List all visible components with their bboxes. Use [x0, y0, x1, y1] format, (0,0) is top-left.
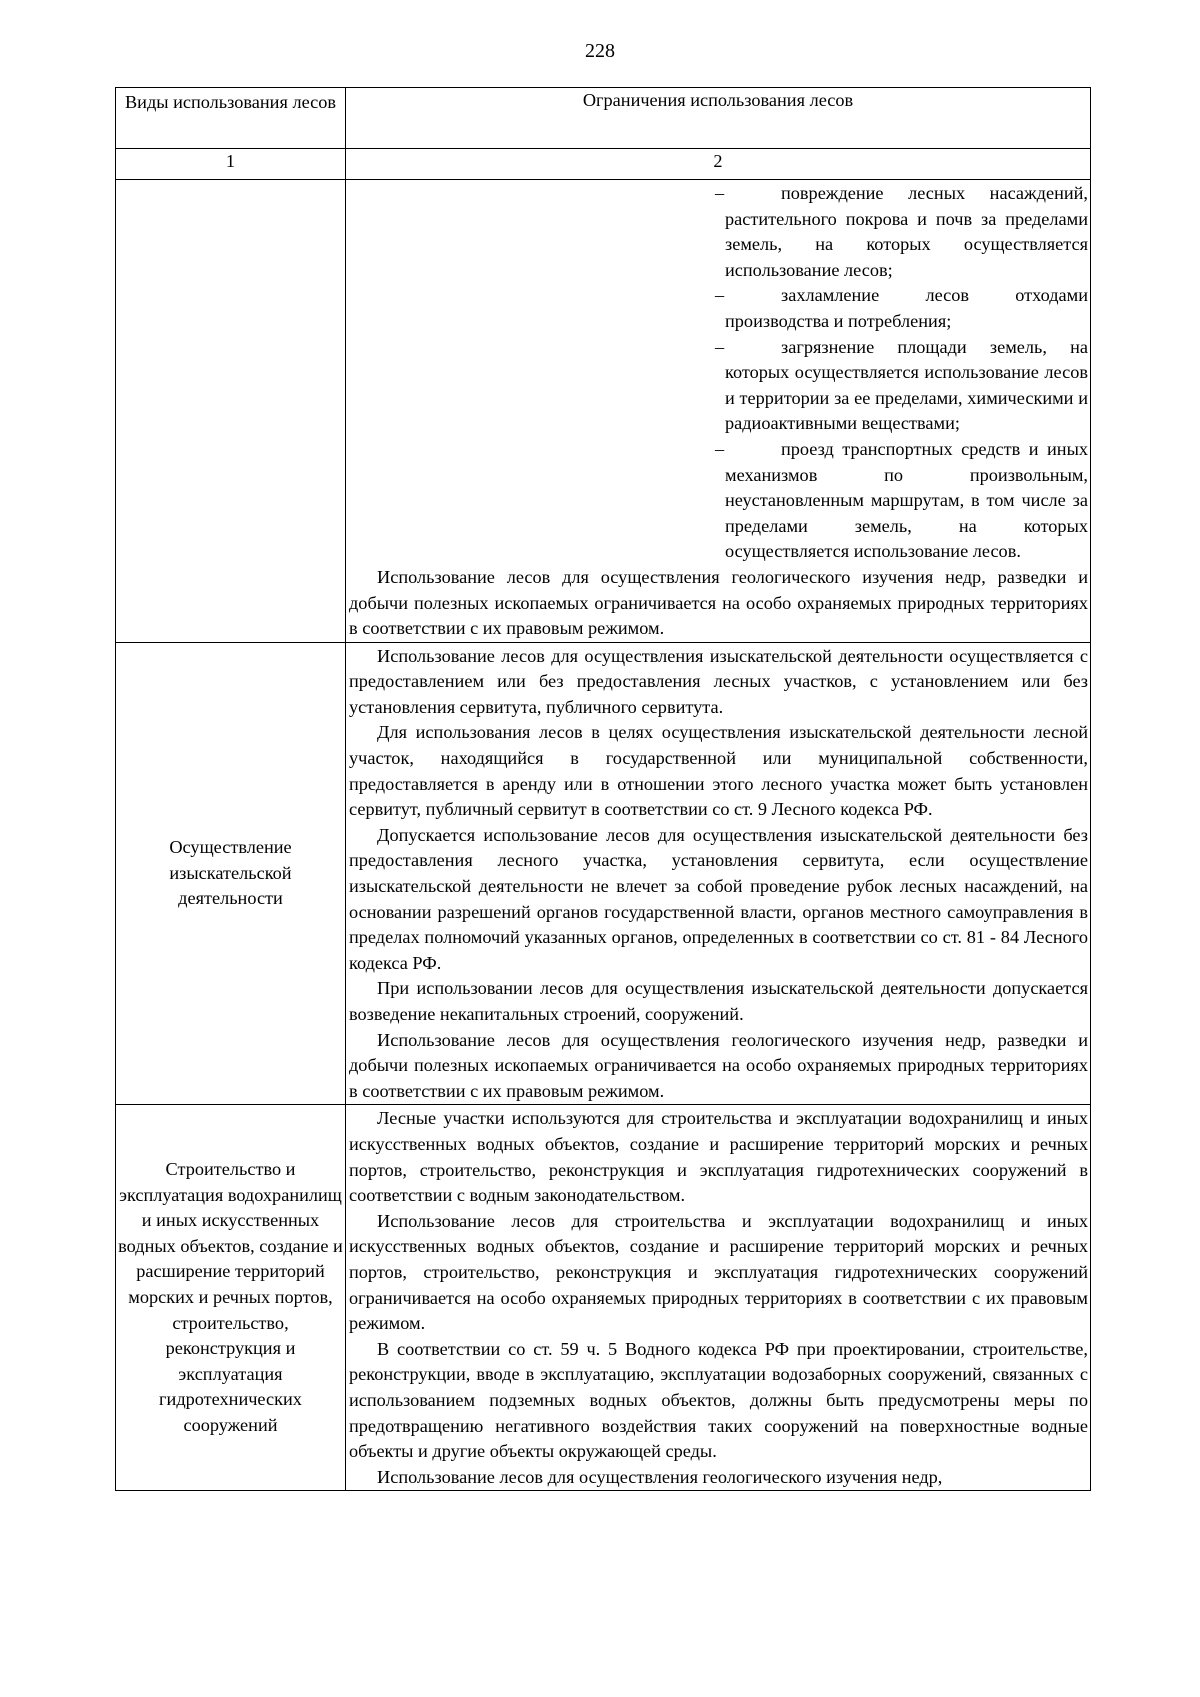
row-restrictions-cell — [346, 180, 1091, 643]
paragraph: При использовании лесов для осуществления изыскательской деятельности допускается возведение некапитальных строений, сооружений. — [349, 978, 1088, 1024]
bullet-dash: – — [715, 285, 725, 306]
paragraph: Использование лесов для осуществления геологического изучения недр, разведки и добычи полезных ископаемых ограничивается на особо охраняемых природных территориях в соответствии с их правовым режимом. — [349, 566, 1088, 639]
paragraph: Использование лесов для осуществления изыскательской деятельности осуществляется с предоставлением или без предоставления лесных участков, с установлением или без установления сервитута, публичного сервитута. — [349, 645, 1088, 717]
column-numbering-row — [116, 149, 1091, 180]
table-row — [116, 180, 1091, 643]
bullet-text: проезд транспортных средств и иных механизмов по произвольным, неустановленным маршрутам, в том числе за пределами земель, на которых осуществляется использование лесов. — [725, 438, 1088, 562]
bullet-item — [715, 283, 1088, 334]
bullet-dash: – — [715, 438, 725, 459]
column-number-1: 1 — [116, 149, 346, 180]
paragraph: Допускается использование лесов для осуществления изыскательской деятельности без предоставления лесного участка, установления сервитута, если осуществление изыскательской деятельности не влечет за собой проведение рубок лесных насаждений, на основании разрешений органов государственной власти, органов местного самоуправления в пределах полномочий указанных органов, определенных в соответствии со ст. 81 - 84 Лесного кодекса РФ. — [349, 824, 1088, 973]
header-col1: Виды использования лесов — [116, 88, 346, 149]
bullet-dash: – — [715, 336, 725, 357]
paragraph: Использование лесов для осуществления геологического изучения недр, разведки и добычи полезных ископаемых ограничивается на особо охраняемых природных территориях в соответствии с их правовым режимом. — [349, 1029, 1088, 1101]
row-restrictions-cell — [346, 642, 1091, 1105]
bullet-dash: – — [715, 183, 725, 203]
bullet-item — [715, 437, 1088, 565]
paragraph: Использование лесов для осуществления геологического изучения недр, — [377, 1466, 943, 1487]
bullet-text: захламление лесов отходами производства и потребления; — [725, 285, 1088, 331]
bullet-text: повреждение лесных насаждений, растительного покрова и почв за пределами земель, на которых осуществляется использование лесов; — [725, 183, 1088, 280]
table-row — [116, 642, 1091, 1105]
row-kind-cell — [116, 180, 346, 643]
forest-use-restrictions-table — [115, 87, 1091, 1491]
page-number: 228 — [585, 40, 615, 62]
row-restrictions-cell — [346, 1105, 1091, 1491]
bullet-item — [715, 335, 1088, 437]
column-number-2: 2 — [346, 149, 1091, 180]
paragraph: Лесные участки используются для строительства и эксплуатации водохранилищ и иных искусственных водных объектов, создание и расширение территорий морских и речных портов, строительство, реконструкция и эксплуатация гидротехнических сооружений в соответствии с водным законодательством. — [349, 1108, 1088, 1206]
paragraph: Использование лесов для строительства и эксплуатации водохранилищ и иных искусственных водных объектов, создание и расширение территорий морских и речных портов, строительство, реконструкция и эксплуатация гидротехнических сооружений ограничивается на особо охраняемых природных территориях в соответствии с их правовым режимом. — [349, 1210, 1088, 1334]
paragraph: Для использования лесов в целях осуществления изыскательской деятельности лесной участок, находящийся в государственной или муниципальной собственности, предоставляется в аренду или в отношении этого лесного участка может быть установлен сервитут, публичный сервитут в соответствии со ст. 9 Лесного кодекса РФ. — [349, 722, 1088, 820]
row-kind-cell: Строительство и эксплуатация водохранилищ и иных искусственных водных объектов, создание и расширение территорий морских и речных портов, строительство, реконструкция и эксплуатация гидротехнических сооружений — [116, 1105, 346, 1491]
bullet-text: загрязнение площади земель, на которых осуществляется использование лесов и территории за ее пределами, химическими и радиоактивными веществами; — [725, 336, 1088, 434]
header-col2: Ограничения использования лесов — [346, 88, 1091, 149]
table-row — [116, 1105, 1091, 1491]
paragraph: В соответствии со ст. 59 ч. 5 Водного кодекса РФ при проектировании, строительстве, реконструкции, вводе в эксплуатацию, эксплуатации водозаборных сооружений, связанных с использованием подземных водных объектов, должны быть предусмотрены меры по предотвращению негативного воздействия таких сооружений на поверхностные водные объекты и другие объекты окружающей среды. — [349, 1338, 1088, 1462]
row-kind-cell: Осуществление изыскательской деятельности — [116, 642, 346, 1105]
table-header-row — [116, 88, 1091, 149]
bullet-item — [715, 181, 1088, 283]
